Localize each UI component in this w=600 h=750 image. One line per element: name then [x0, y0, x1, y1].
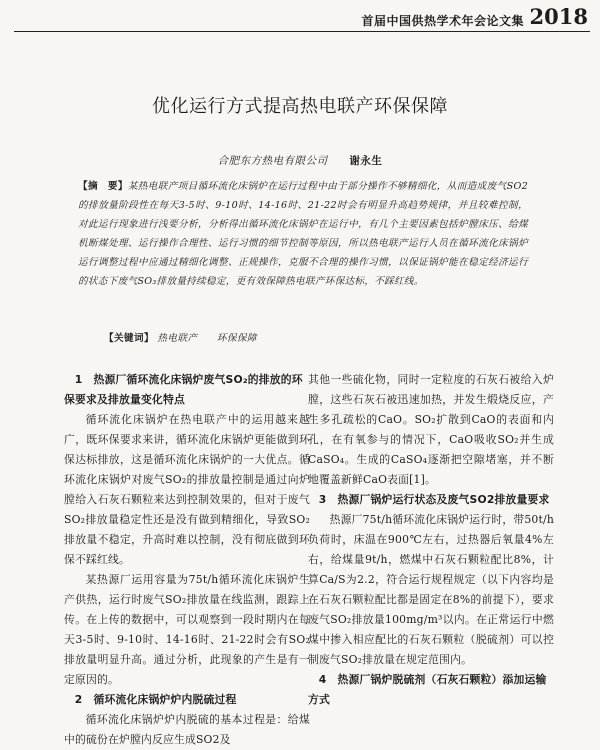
header-rule	[14, 31, 590, 32]
abstract-text: 某热电联产项目循环流化床锅炉在运行过程中由于部分操作不够精细化，从而造成废气SO2的排放量阶段性在每天3-5时、9-10时、14-16时、21-22时会有明显升高趋势规律，并且较难控制，对此运行现象进行浅要分析，分析得出循环流化床锅炉在运行中，有几个主要因素包括炉膛床压、给煤机断煤处理、运行操作合理性、运行习惯的细节控制等原因，所以热电联产运行人员在循环流化床锅炉运行调整过程中应通过精细化调整、正规操作，克服不合理的操作习惯，以保证锅炉能在稳定经济运行的状态下废气SO₃排放量持续稳定，更有效保障热电联产环保达标，不踩红线。	[78, 181, 529, 287]
author-name: 谢永生	[349, 155, 383, 167]
paragraph-2: 某热源厂运用容量为75t/h循环流化床锅炉生产供热，运行时废气SO₂排放量在线监测，跟踪上传。在上传的数据中，可以观察到一段时期内在每天3-5时、9-10时、14-16时、21-22时会有SO₂排放量明显升高。通过分析，此现象的产生是有一定原因的。	[64, 573, 310, 686]
section-heading-4: 4 热源厂锅炉脱硫剂（石灰石颗粒）添加运输方式	[308, 673, 547, 706]
abstract	[78, 177, 528, 291]
running-header	[0, 0, 600, 34]
left-column	[64, 370, 310, 750]
paragraph-4: 其他一些硫化物，同时一定粒度的石灰石被给入炉膛，这些石灰石被迅速加热，并发生煅烧反应，产生多孔疏松的CaO。SO₂扩散到CaO的表面和内孔，在有氧参与的情况下，CaO吸收SO₂并生成CaSO₄。生成的CaSO₄逐渐把空隙堵塞，并不断地覆盖新鲜CaO表面[1]。	[308, 373, 554, 486]
section-heading-3: 3 热源厂锅炉运行状态及废气SO2排放量要求	[318, 493, 550, 506]
section-heading-1: 1 热源厂循环流化床锅炉废气SO₂的排放的环保要求及排放量变化特点	[64, 373, 303, 406]
right-column	[308, 370, 554, 710]
keyword-2: 环保保障	[216, 333, 257, 344]
abstract-label: 【摘 要】	[78, 181, 128, 192]
keyword-1: 热电联产	[157, 333, 198, 344]
keywords-label: 【关键词】	[104, 333, 154, 344]
proceedings-title: 首届中国供热学术年会论文集	[361, 14, 524, 28]
paragraph-1: 循环流化床锅炉在热电联产中的运用越来越广，既环保要求来讲，循环流化床锅炉更能做到环保达标排放，这是循环流化床锅炉的一大优点。循环流化床锅炉对废气SO₂的排放量控制是通过向炉膛给入石灰石颗粒来达到控制效果的，但对于废气SO₂排放量稳定性还是没有做到精细化，导致SO₂排放量不稳定，升高时难以控制，没有彻底做到环保不踩红线。	[64, 413, 310, 566]
author-organization: 合肥东方热电有限公司	[217, 155, 328, 167]
author-line	[0, 153, 600, 168]
paragraph-3: 循环流化床锅炉炉内脱硫的基本过程是：给煤中的硫份在炉膛内反应生成SO2及	[64, 713, 310, 746]
keywords	[104, 330, 534, 344]
proceedings-year: 2018	[529, 4, 588, 29]
section-heading-2: 2 循环流化床锅炉炉内脱硫过程	[74, 693, 237, 706]
paragraph-5: 热源厂75t/h循环流化床锅炉运行时，带50t/h负荷时，床温在900℃左右，过热器后氧量4%左右，给煤量9t/h，燃煤中石灰石颗粒配比8%，计算Ca/S为2.2，符合运行规程规定（以下内容均是在石灰石颗粒配比都是固定在8%的前提下），要求废气SO₂排放量100mg/m³以内。在正常运行中燃煤中掺入相应配比的石灰石颗粒（脱硫剂）可以控制废气SO₂排放量在规定范围内。	[308, 513, 554, 666]
paper-title: 优化运行方式提高热电联产环保保障	[152, 96, 448, 117]
